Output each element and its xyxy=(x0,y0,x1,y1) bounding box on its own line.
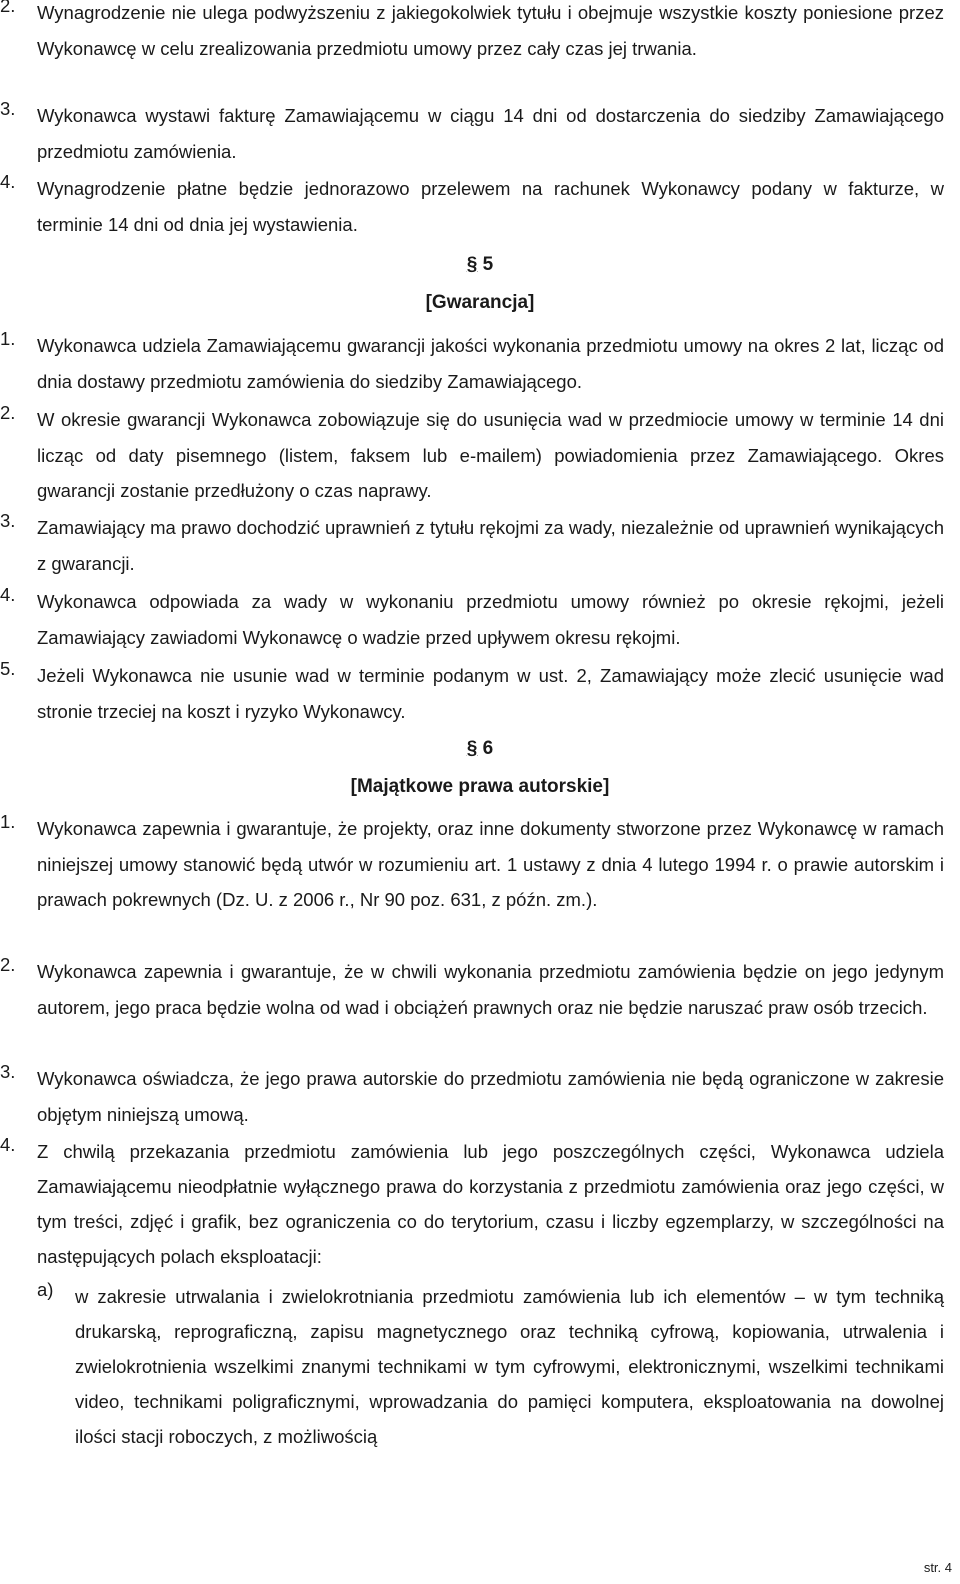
item-number: 3. xyxy=(0,1061,16,1082)
item-text: Wynagrodzenie nie ulega podwyższeniu z jakiegokolwiek tytułu i obejmuje wszystkie koszty poniesione przez Wykonawcę w celu zrealizowania przedmiotu umowy przez cały czas jej trwania. xyxy=(37,2,944,59)
paragraph-symbol: § xyxy=(466,254,478,275)
item-text: Wynagrodzenie płatne będzie jednorazowo przelewem na rachunek Wykonawcy podany w fakturze, w terminie 14 dni od dnia jej wystawienia. xyxy=(37,178,944,235)
item-number: 1. xyxy=(0,811,16,832)
item-number: 4. xyxy=(0,584,16,605)
item-text: Jeżeli Wykonawca nie usunie wad w terminie podanym w ust. 2, Zamawiający może zlecić usunięcie wad stronie trzeciej na koszt i ryzyko Wykonawcy. xyxy=(37,665,944,722)
item-text: Wykonawca odpowiada za wady w wykonaniu przedmiotu umowy również po okresie rękojmi, jeżeli Zamawiający zawiadomi Wykonawcę o wadzie przed upływem okresu rękojmi. xyxy=(37,591,944,648)
list-item xyxy=(0,954,944,1025)
item-text: Wykonawca oświadcza, że jego prawa autorskie do przedmiotu zamówienia nie będą ograniczone w zakresie objętym niniejszą umową. xyxy=(37,1068,944,1125)
list-item xyxy=(0,0,944,66)
item-number: 4. xyxy=(0,171,16,192)
item-text: Wykonawca wystawi fakturę Zamawiającemu w ciągu 14 dni od dostarczenia do siedziby Zamawiającego przedmiotu zamówienia. xyxy=(37,105,944,162)
section-number-value: 5 xyxy=(482,254,494,275)
item-number: 5. xyxy=(0,658,16,679)
item-number: 2. xyxy=(0,0,16,16)
list-item xyxy=(0,811,944,918)
list-item xyxy=(0,328,944,399)
item-number: 1. xyxy=(0,328,16,349)
list-item xyxy=(0,584,944,655)
item-text: Wykonawca zapewnia i gwarantuje, że projekty, oraz inne dokumenty stworzone przez Wykonawcę w ramach niniejszej umowy stanowić będą utwór w rozumieniu art. 1 ustawy z dnia 4 lutego 1994 r. o prawie autorskim i prawach pokrewnych (Dz. U. z 2006 r., Nr 90 poz. 631, z późn. zm.). xyxy=(37,818,944,910)
section-number-value: 6 xyxy=(482,738,494,759)
list-item xyxy=(0,98,944,169)
item-number: 3. xyxy=(0,510,16,531)
list-item xyxy=(0,171,944,242)
item-text: Zamawiający ma prawo dochodzić uprawnień z tytułu rękojmi za wady, niezależnie od uprawnień wynikających z gwarancji. xyxy=(37,517,944,574)
paragraph-symbol: § xyxy=(466,738,478,759)
item-number: 2. xyxy=(0,954,16,975)
item-number: 3. xyxy=(0,98,16,119)
item-text: Wykonawca udziela Zamawiającemu gwarancji jakości wykonania przedmiotu umowy na okres 2 lat, licząc od dnia dostawy przedmiotu zamówienia do siedziby Zamawiającego. xyxy=(37,335,944,392)
sub-item-text: w zakresie utrwalania i zwielokrotniania przedmiotu zamówienia lub ich elementów – w tym techniką drukarską, reprograficzną, zapisu magnetycznego oraz techniką cyfrową, kopiowania, utrwalenia i zwielokrotnienia wszelkimi znanymi technikami w tym cyfrowymi, elektronicznymi, wszelkimi technikami video, technikami poligraficznymi, wprowadzania do pamięci komputera, eksploatowania na dowolnej ilości stacji roboczych, z możliwością xyxy=(75,1286,944,1447)
list-item xyxy=(0,1134,944,1274)
item-number: 2. xyxy=(0,402,16,423)
item-text: Z chwilą przekazania przedmiotu zamówienia lub jego poszczególnych części, Wykonawca udziela Zamawiającemu nieodpłatnie wyłącznego prawa do korzystania z przedmiotu zamówienia oraz jego części, w tym treści, zdjęć i grafik, bez ograniczenia co do terytorium, czasu i liczby egzemplarzy, w szczególności na następujących polach eksploatacji: xyxy=(37,1141,944,1267)
item-text: W okresie gwarancji Wykonawca zobowiązuje się do usunięcia wad w przedmiocie umowy w terminie 14 dni licząc od daty pisemnego (listem, faksem lub e-mailem) powiadomienia przez Zamawiającego. Okres gwarancji zostanie przedłużony o czas naprawy. xyxy=(37,409,944,501)
list-item xyxy=(0,402,944,509)
list-item xyxy=(0,1061,944,1132)
page-number: str. 4 xyxy=(923,1560,952,1575)
list-item xyxy=(0,510,944,581)
section-title: [Gwarancja] xyxy=(425,292,535,313)
item-number: 4. xyxy=(0,1134,16,1155)
item-text: Wykonawca zapewnia i gwarantuje, że w chwili wykonania przedmiotu zamówienia będzie on jego jedynym autorem, jego praca będzie wolna od wad i obciążeń prawnych oraz nie będzie naruszać praw osób trzecich. xyxy=(37,961,944,1018)
sub-item-letter: a) xyxy=(37,1279,54,1300)
sub-list-item xyxy=(37,1279,944,1454)
list-item xyxy=(0,658,944,729)
section-number xyxy=(0,738,960,760)
section-number xyxy=(0,254,960,276)
section-title: [Majątkowe prawa autorskie] xyxy=(350,776,610,797)
